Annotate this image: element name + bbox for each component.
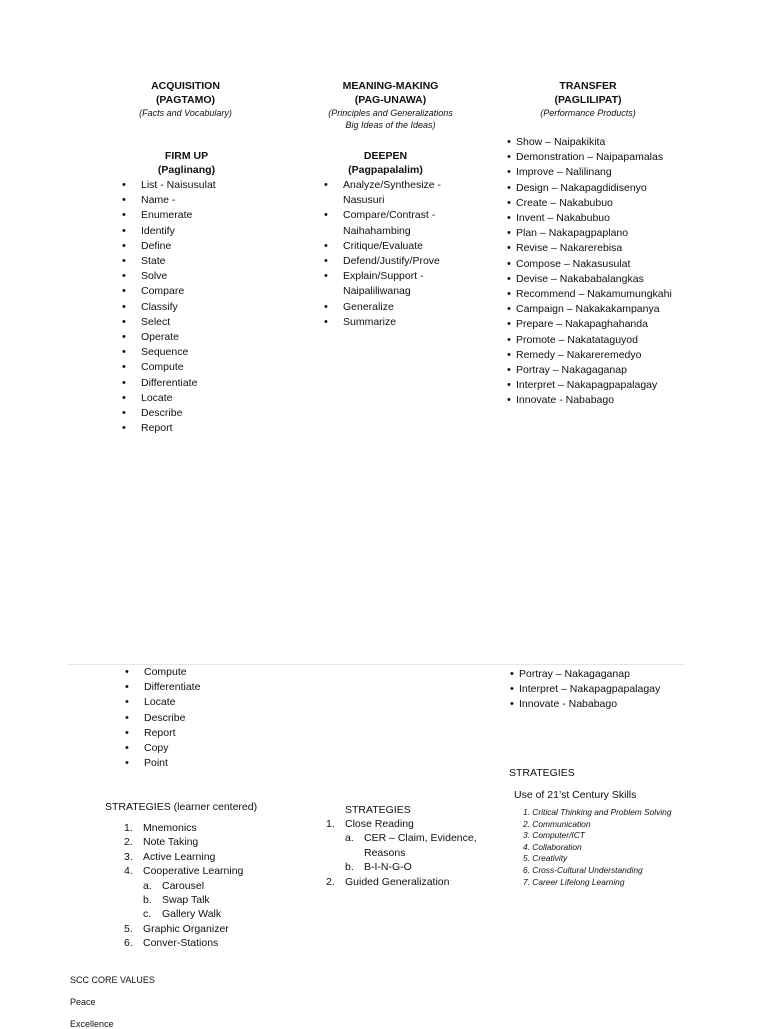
sub-list-item: a. CER – Claim, Evidence, <box>345 832 477 845</box>
list-item: • Analyze/Synthesize - <box>343 178 483 193</box>
sub-list-item: c. Gallery Walk <box>143 908 222 921</box>
section-title: STRATEGIES <box>345 804 411 816</box>
list-item: • Innovate - Nababago <box>516 393 684 408</box>
column-subtitle: (PAGTAMO) <box>155 93 216 106</box>
deepen-list <box>343 178 483 330</box>
list-item: • Explain/Support - <box>343 269 483 284</box>
strategies-learner-centered <box>105 801 305 951</box>
column-subtitle: (PAG-UNAWA) <box>354 93 427 106</box>
list-item: • Identify <box>141 224 261 239</box>
sub-list-item: a. Carousel <box>143 879 205 892</box>
list-item: • Portray – Nakagaganap <box>519 667 684 682</box>
list-item: • Sequence <box>141 345 261 360</box>
list-item: • Revise – Nakarerebisa <box>516 241 684 256</box>
continued-right-list <box>519 667 684 713</box>
sub-list-item-continuation: Reasons <box>364 846 406 859</box>
list-item: • Locate <box>144 695 264 710</box>
list-item: • List - Naisusulat <box>141 178 261 193</box>
list-item: • Defend/Justify/Prove <box>343 254 483 269</box>
firm-up-list <box>141 178 261 436</box>
list-item: 4. Cooperative Learning <box>124 865 244 878</box>
list-item: • Report <box>141 421 261 436</box>
list-item: • Select <box>141 315 261 330</box>
list-item: 5. Graphic Organizer <box>124 922 229 935</box>
list-item: 7. Career Lifelong Learning <box>523 876 625 887</box>
list-item: • Solve <box>141 269 261 284</box>
list-item: • Describe <box>141 406 261 421</box>
list-item: • Critique/Evaluate <box>343 239 483 254</box>
sub-list-item: b. Swap Talk <box>143 894 210 907</box>
column-note: (Facts and Vocabulary) <box>139 108 232 118</box>
list-item: • State <box>141 254 261 269</box>
list-item: • Invent – Nakabubuo <box>516 211 684 226</box>
list-item-continuation: Naipaliliwanag <box>343 285 411 298</box>
column-note: (Performance Products) <box>540 108 636 118</box>
skills-list <box>509 807 684 888</box>
list-item: 2. Note Taking <box>124 836 199 849</box>
list-item: • Recommend – Nakamumungkahi <box>516 287 684 302</box>
firm-up-header <box>124 150 249 177</box>
list-item: 6. Cross-Cultural Understanding <box>523 864 643 875</box>
section-subtitle: (Paglinang) <box>157 163 216 176</box>
list-item: • Interpret – Nakapagpapalagay <box>516 378 684 393</box>
list-item: • Operate <box>141 330 261 345</box>
core-value-item: Excellence <box>70 1019 114 1029</box>
list-item: 4. Collaboration <box>523 841 582 852</box>
list-item: • Point <box>144 756 264 771</box>
section-title: FIRM UP <box>164 150 209 162</box>
list-item: • Design – Nakapagdidisenyo <box>516 181 684 196</box>
transfer-header <box>518 80 658 119</box>
core-value-item: Peace <box>70 997 96 1007</box>
section-subtitle: Use of 21’st Century Skills <box>514 789 637 801</box>
list-item: • Define <box>141 239 261 254</box>
column-title: MEANING-MAKING <box>342 80 439 92</box>
list-item: 3. Computer/ICT <box>523 830 585 841</box>
list-item: • Portray – Nakagaganap <box>516 363 684 378</box>
column-title: ACQUISITION <box>151 80 220 92</box>
section-title: DEEPEN <box>363 150 408 162</box>
list-item: 1. Mnemonics <box>124 822 197 834</box>
list-item: • Generalize <box>343 300 483 315</box>
core-values-heading: SCC CORE VALUES <box>70 975 155 985</box>
list-item: 1. Close Reading <box>326 818 414 830</box>
list-item: • Plan – Nakapagpaplano <box>516 226 684 241</box>
column-note: (Principles and Generalizations <box>328 108 453 118</box>
column-title: TRANSFER <box>559 80 617 92</box>
list-item: • Compare/Contrast - <box>343 208 483 223</box>
continued-left-list <box>144 665 264 771</box>
list-item: • Report <box>144 726 264 741</box>
column-subtitle: (PAGLILIPAT) <box>554 93 622 106</box>
list-item: • Remedy – Nakareremedyo <box>516 348 684 363</box>
column-note-2: Big Ideas of the Ideas) <box>345 120 436 130</box>
list-item: • Enumerate <box>141 208 261 223</box>
list-item: • Name - <box>141 193 261 208</box>
list-item: 2. Guided Generalization <box>326 875 450 888</box>
meaning-making-header <box>308 80 473 131</box>
list-item: • Show – Naipakikita <box>516 135 684 150</box>
list-item-continuation: Naihahambing <box>343 224 411 237</box>
list-item: • Describe <box>144 711 264 726</box>
section-title: STRATEGIES (learner centered) <box>105 801 258 813</box>
strategies-21st-century <box>509 767 684 888</box>
list-item: • Compute <box>144 665 264 680</box>
list-item: • Interpret – Nakapagpapalagay <box>519 682 684 697</box>
list-item: • Differentiate <box>144 680 264 695</box>
list-item: • Create – Nakabubuo <box>516 196 684 211</box>
transfer-list <box>516 135 684 409</box>
list-item: • Demonstration – Naipapamalas <box>516 150 684 165</box>
list-item: • Compute <box>141 360 261 375</box>
section-subtitle: (Pagpapalalim) <box>348 163 423 176</box>
list-item: 3. Active Learning <box>124 850 216 863</box>
list-item: • Summarize <box>343 315 483 330</box>
list-item: 6. Conver-Stations <box>124 937 219 950</box>
list-item: • Prepare – Nakapaghahanda <box>516 317 684 332</box>
list-item: 1. Critical Thinking and Problem Solving <box>523 807 672 817</box>
list-item: • Locate <box>141 391 261 406</box>
list-item: • Copy <box>144 741 264 756</box>
list-item: • Devise – Nakababalangkas <box>516 272 684 287</box>
list-item: • Innovate - Nababago <box>519 697 684 712</box>
sub-list-item: b. B-I-N-G-O <box>345 861 412 874</box>
list-item: 5. Creativity <box>523 853 568 864</box>
list-item: • Promote – Nakatataguyod <box>516 333 684 348</box>
section-title: STRATEGIES <box>509 767 575 779</box>
acquisition-header <box>108 80 263 119</box>
list-item: • Differentiate <box>141 376 261 391</box>
list-item: • Compose – Nakasusulat <box>516 257 684 272</box>
page-two <box>68 664 684 961</box>
page-one <box>68 62 684 662</box>
list-item: • Campaign – Nakakakampanya <box>516 302 684 317</box>
deepen-header <box>323 150 448 177</box>
list-item: 2. Communication <box>523 818 591 829</box>
list-item: • Compare <box>141 284 261 299</box>
strategies-list <box>105 821 305 951</box>
list-item: • Classify <box>141 300 261 315</box>
strategies-meaning-making <box>326 804 486 889</box>
list-item: • Improve – Nalilinang <box>516 165 684 180</box>
list-item-continuation: Nasusuri <box>343 194 385 207</box>
